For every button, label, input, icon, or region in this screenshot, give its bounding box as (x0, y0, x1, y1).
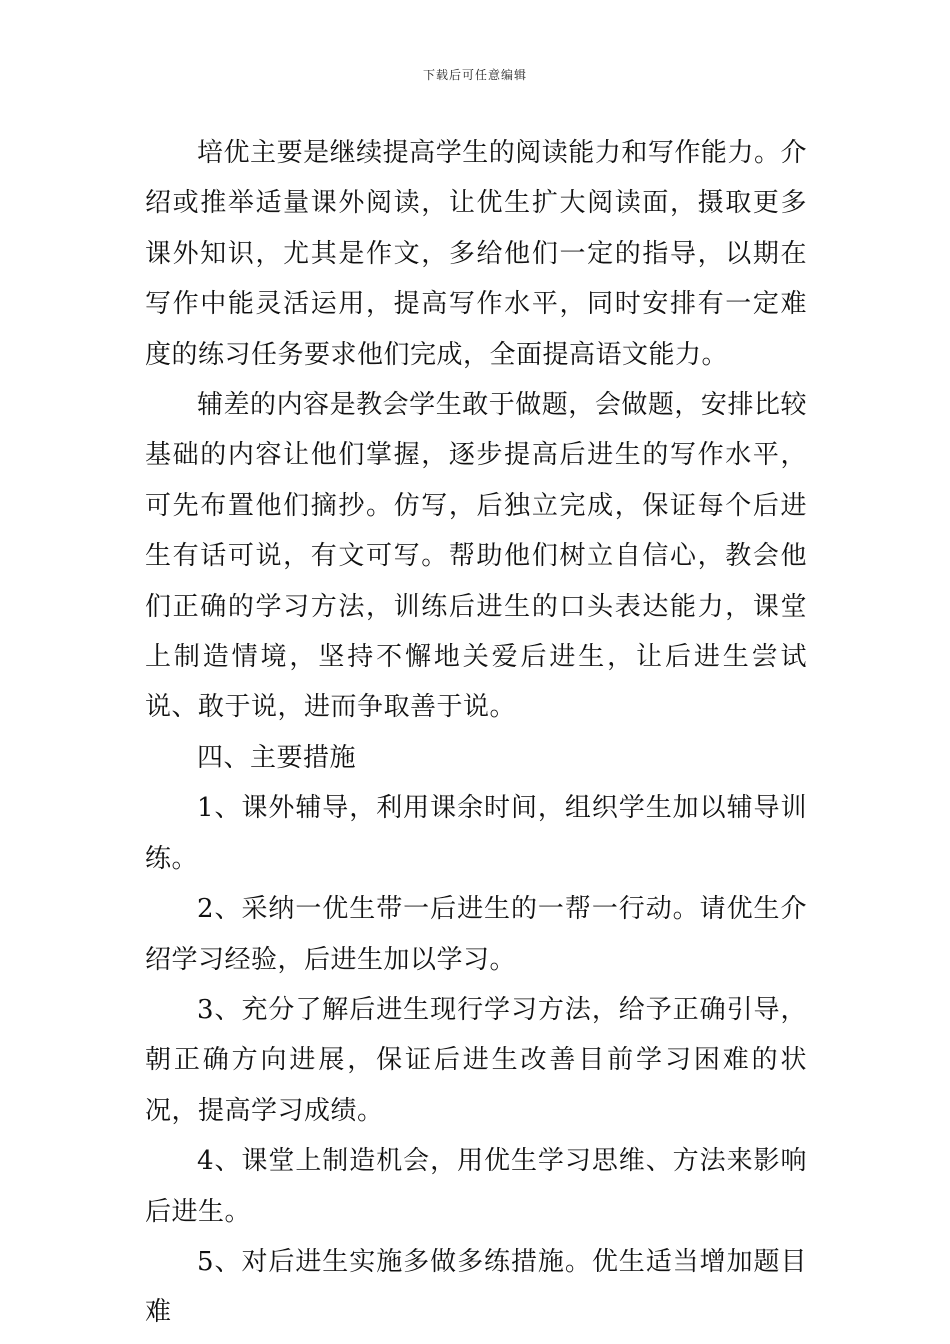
paragraph-advanced-students: 培优主要是继续提高学生的阅读能力和写作能力。介绍或推举适量课外阅读，让优生扩大阅读面，摄取更多课外知识，尤其是作文，多给他们一定的指导，以期在写作中能灵活运用，提高写作水平，同时安排有一定难度的练习任务要求他们完成，全面提高语文能力。 (145, 138, 807, 370)
measure-item-5: 5、对后进生实施多做多练措施。优生适当增加题目难 (145, 1246, 807, 1328)
measure-item-2: 2、采纳一优生带一后进生的一帮一行动。请优生介绍学习经验，后进生加以学习。 (145, 894, 807, 975)
page-header: 下载后可任意编辑 (422, 68, 527, 82)
paragraph-struggling-students: 辅差的内容是教会学生敢于做题，会做题，安排比较基础的内容让他们掌握，逐步提高后进生的写作水平，可先布置他们摘抄。仿写，后独立完成，保证每个后进生有话可说，有文可写。帮助他们树立自信心，教会他们正确的学习方法，训练后进生的口头表达能力，课堂上制造情境，坚持不懈地关爱后进生，让后进生尝试说、敢于说，进而争取善于说。 (145, 390, 807, 723)
document-body (145, 128, 807, 1338)
section-heading-main-measures: 四、主要措施 (197, 742, 357, 773)
measure-item-1: 1、课外辅导，利用课余时间，组织学生加以辅导训练。 (145, 793, 807, 874)
measure-item-3: 3、充分了解后进生现行学习方法，给予正确引导，朝正确方向进展，保证后进生改善目前学习困难的状况，提高学习成绩。 (145, 994, 807, 1126)
measure-item-4: 4、课堂上制造机会，用优生学习思维、方法来影响后进生。 (145, 1146, 807, 1227)
